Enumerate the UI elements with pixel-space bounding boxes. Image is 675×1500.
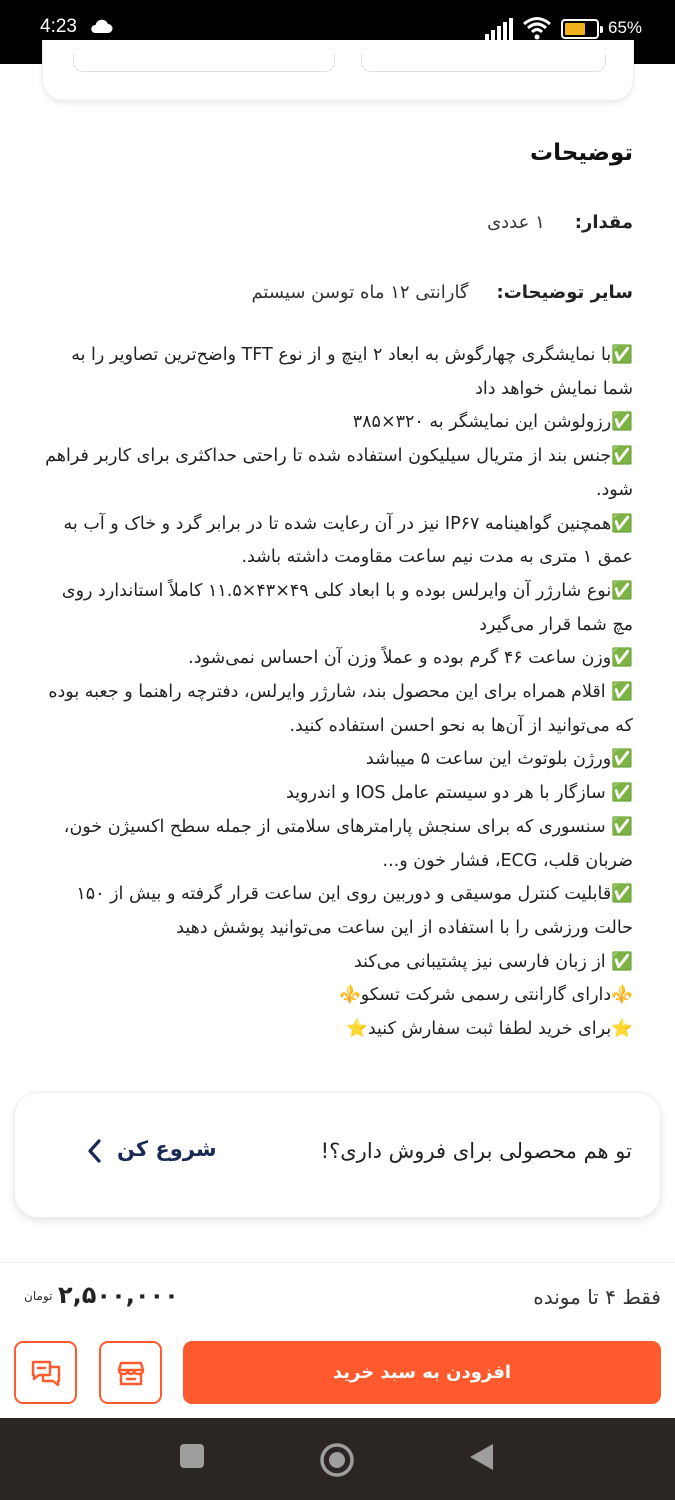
description-line: ✅ اقلام همراه برای این محصول بند، شارژر وایرلس، دفترچه راهنما و جعبه بوده که می‌توانید از آن‌ها به نحو احسن استفاده کنید. <box>48 682 633 736</box>
price: ۲,۵۰۰,۰۰۰ <box>58 1281 179 1309</box>
other-details-label: سایر توضیحات: <box>496 282 633 303</box>
store-icon <box>116 1358 146 1388</box>
quantity-value: ۱ عددی <box>487 212 545 233</box>
description-body <box>42 339 633 1047</box>
currency: تومان <box>24 1289 53 1303</box>
description-line: ✅ از زبان فارسی نیز پشتیبانی می‌کند <box>353 951 633 972</box>
start-selling-banner[interactable] <box>14 1092 661 1218</box>
description-line: ⚜️دارای گارانتی رسمی شرکت تسکو⚜️ <box>338 985 633 1006</box>
add-to-cart-button[interactable]: افزودن به سبد خرید <box>183 1341 661 1404</box>
description-line: ✅جنس بند از متریال سیلیکون استفاده شده تا راحتی حداکثری برای کاربر فراهم شود. <box>45 446 633 500</box>
battery-icon <box>561 19 599 39</box>
chat-icon <box>30 1358 62 1388</box>
description-line: ✅با نمایشگری چهارگوش به ابعاد ۲ اینچ و از نوع TFT واضح‌ترین تصاویر را به شما نمایش خواهد داد <box>71 345 633 399</box>
description-line: ✅قابلیت کنترل موسیقی و دوربین روی این ساعت قرار گرفته و بیش از ۱۵۰ حالت ورزشی را با استفاده از این ساعت می‌توانید پوشش دهید <box>76 884 633 938</box>
home-icon[interactable] <box>319 1442 355 1478</box>
specs-card <box>42 40 634 101</box>
battery-percent: 65% <box>608 18 643 37</box>
status-time: 4:23 <box>40 16 77 37</box>
other-details-row <box>251 282 633 303</box>
description-line: ⭐برای خرید لطفا ثبت سفارش کنید⭐ <box>346 1019 633 1040</box>
recent-apps-icon[interactable] <box>178 1442 206 1470</box>
description-line: ✅ سنسوری که برای سنجش پارامترهای سلامتی از جمله سطح اکسیژن خون، ضربان قلب، ECG، فشار خون و... <box>63 816 633 871</box>
description-line: ✅ورژن بلوتوث این ساعت ۵ میباشد <box>365 749 633 770</box>
quantity-row <box>487 212 633 233</box>
quantity-label: مقدار: <box>574 212 633 233</box>
other-details-value: گارانتی ۱۲ ماه توسن سیستم <box>251 282 469 303</box>
spec-chip[interactable] <box>361 54 606 72</box>
start-selling-button[interactable]: شروع کن <box>117 1137 217 1161</box>
wifi-icon <box>522 16 552 40</box>
chat-button[interactable] <box>14 1341 77 1404</box>
system-nav-bar <box>0 1418 675 1500</box>
purchase-bar <box>0 1262 675 1418</box>
chevron-left-icon[interactable] <box>85 1137 103 1165</box>
start-selling-question: تو هم محصولی برای فروش داری؟! <box>320 1139 632 1163</box>
description-line: ✅ سازگار با هر دو سیستم عامل IOS و اندروید <box>285 783 633 804</box>
store-button[interactable] <box>99 1341 162 1404</box>
stock-status: فقط ۴ تا مونده <box>533 1285 661 1309</box>
back-icon[interactable] <box>467 1442 495 1472</box>
description-title: توضیحات <box>530 140 633 166</box>
description-line: ✅همچنین گواهینامه IP۶۷ نیز در آن رعایت شده تا در برابر گرد و خاک و آب به عمق ۱ متری به مدت نیم ساعت مقاومت داشته باشد. <box>63 513 633 568</box>
spec-chip[interactable] <box>73 54 335 72</box>
cloud-icon <box>89 18 113 34</box>
signal-icon <box>485 18 515 40</box>
description-line: ✅نوع شارژر آن وایرلس بوده و با ابعاد کلی ۴۹×۴۳×۱۱.۵ کاملاً استاندارد روی مچ شما قرار می‌گیرد <box>61 580 633 635</box>
description-line: ✅رزولوشن این نمایشگر به ۳۲۰×۳۸۵ <box>352 412 633 433</box>
description-line: ✅وزن ساعت ۴۶ گرم بوده و عملاً وزن آن احساس نمی‌شود. <box>188 648 633 669</box>
